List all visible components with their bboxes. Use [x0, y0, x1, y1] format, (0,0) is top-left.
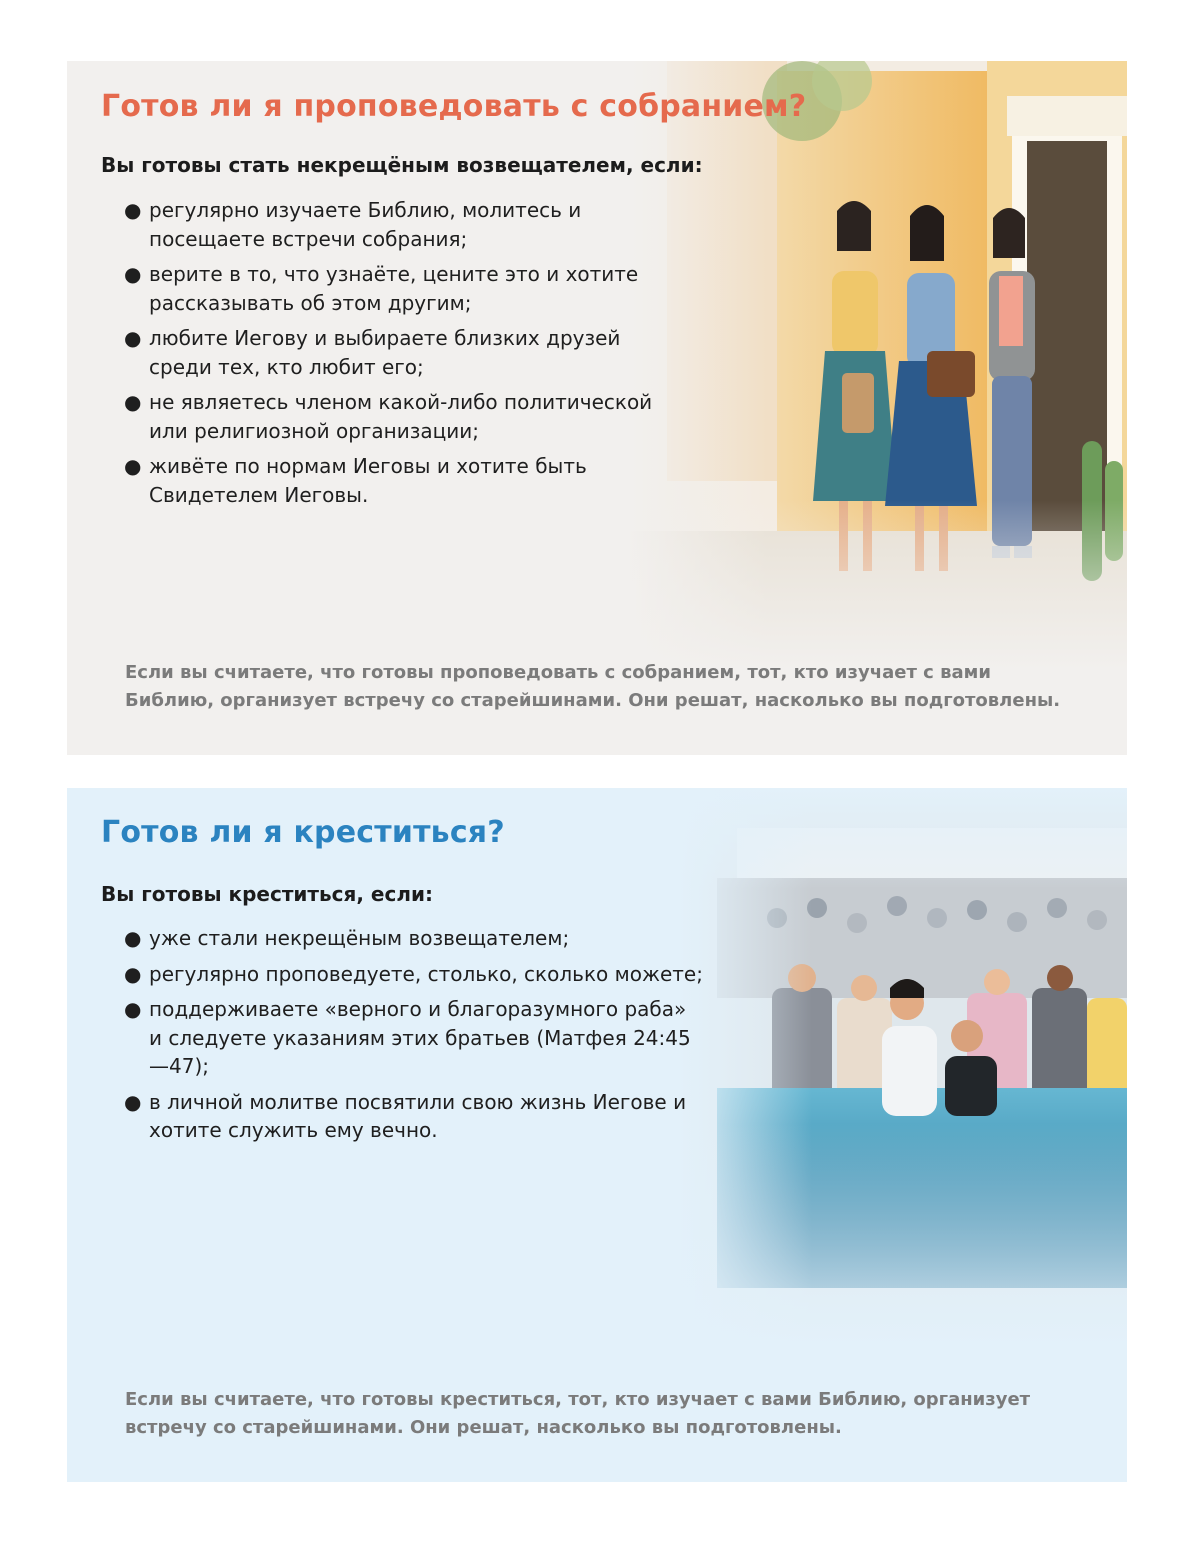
bullet-icon: ● — [124, 961, 142, 986]
bullet-icon: ● — [124, 390, 142, 414]
list-item-text: поддерживаете «верного и благоразумного раба» и следуете указаниям этих братьев (Матфея 24:45—47); — [149, 997, 691, 1078]
illustration-baptism — [677, 788, 1127, 1348]
bullet-icon: ● — [124, 198, 142, 222]
section-note: Если вы считаете, что готовы креститься, тот, кто изучает с вами Библию, организует встречу со старейшинами. Они решат, насколько вы подготовлены. — [125, 1389, 1031, 1438]
bullet-icon: ● — [124, 262, 142, 286]
list-item-text: верите в то, что узнаёте, цените это и хотите рассказывать об этом другим; — [149, 262, 639, 315]
bullet-icon: ● — [124, 926, 142, 950]
section-title: Готов ли я креститься? — [101, 815, 505, 850]
list-item — [124, 452, 684, 509]
bullet-icon: ● — [124, 454, 142, 478]
list-item-text: не являетесь членом какой-либо политической или религиозной организации; — [149, 390, 653, 443]
list-item-text: в личной молитве посвятили свою жизнь Иегове и хотите служить ему вечно. — [149, 1089, 687, 1142]
section-subtitle: Вы готовы стать некрещёным возвещателем, если: — [101, 153, 703, 177]
bullet-icon: ● — [124, 326, 142, 350]
requirements-list — [124, 924, 704, 1152]
list-item — [124, 995, 704, 1081]
list-item — [124, 924, 704, 953]
section-baptism — [67, 788, 1127, 1482]
list-item — [124, 196, 684, 253]
list-item-text: живёте по нормам Иеговы и хотите быть Свидетелем Иеговы. — [149, 454, 587, 507]
section-title: Готов ли я проповедовать с собранием? — [101, 89, 807, 124]
section-note: Если вы считаете, что готовы проповедовать с собранием, тот, кто изучает с вами Библию, организует встречу со старейшинами. Они решат, насколько вы подготовлены. — [125, 662, 1061, 711]
section-subtitle: Вы готовы креститься, если: — [101, 882, 434, 906]
list-item-text: регулярно проповедуете, столько, сколько можете; — [149, 961, 703, 986]
section-preaching — [67, 61, 1127, 755]
list-item — [124, 1088, 704, 1145]
list-item-text: любите Иегову и выбираете близких друзей среди тех, кто любит его; — [149, 326, 621, 379]
bullet-icon: ● — [124, 1089, 142, 1114]
list-item-text: регулярно изучаете Библию, молитесь и посещаете встречи собрания; — [149, 198, 582, 251]
baptism-scene-image — [677, 788, 1127, 1348]
list-item — [124, 324, 684, 381]
list-item — [124, 388, 684, 445]
list-item — [124, 260, 684, 317]
bullet-icon: ● — [124, 997, 142, 1021]
list-item — [124, 960, 704, 989]
list-item-text: уже стали некрещёным возвещателем; — [149, 926, 570, 950]
requirements-list — [124, 196, 684, 516]
